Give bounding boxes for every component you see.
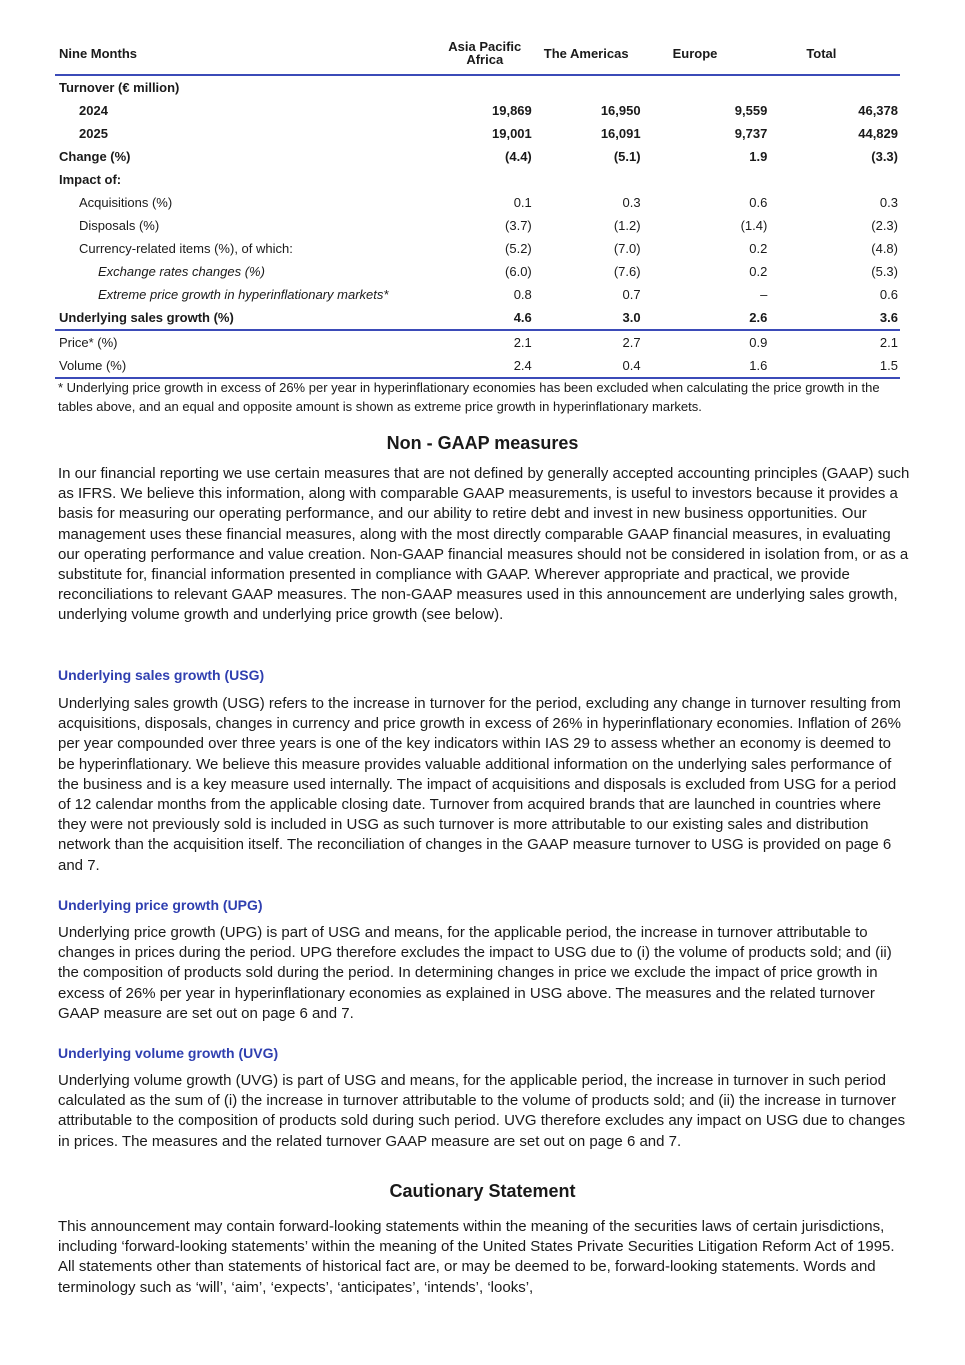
cell-value: (5.1)	[613, 149, 641, 164]
header-asia-pacific-africa: Asia Pacific Africa	[448, 39, 522, 67]
cell-value: 2.1	[513, 335, 532, 350]
cell-value: (6.0)	[505, 264, 532, 279]
table-row	[55, 145, 900, 168]
cell-value: 0.1	[513, 195, 532, 210]
section-title-non-gaap: Non - GAAP measures	[386, 433, 579, 453]
row-label: 2024	[79, 103, 108, 118]
cell-value: 0.2	[749, 264, 768, 279]
cell-value: 16,950	[600, 103, 641, 118]
subheading-uvg: Underlying volume growth (UVG)	[58, 1045, 279, 1061]
cell-value: (3.3)	[871, 149, 898, 164]
cell-value: (5.2)	[505, 241, 532, 256]
header-the-americas: The Americas	[543, 45, 629, 61]
regional-turnover-table	[55, 36, 900, 379]
row-label: Impact of:	[59, 172, 122, 187]
usg-paragraph: Underlying sales growth (USG) refers to the increase in turnover for the period, excluding any change in turnover resulting from acquisitions, disposals, changes in currency and price growth in excess of 26% in hyperinflationary economies. Inflation of 26% per year compounded over three years is one of the key indicators within IAS 29 to assess whether an economy is deemed to be hyperinflationary. We believe this measure provides valuable additional information on the underlying sales performance of the business and is a key measure used internally. The impact of acquisitions and disposals is excluded from USG for a period of 12 calendar months from the applicable closing date. Turnover from acquired brands that are launched in countries where they were not previously sold is included in USG as such turnover is more attributable to our existing sales and distribution network than the acquisition itself. The reconciliation of changes in the GAAP measure turnover to USG is provided on page 6 and 7.	[58, 695, 901, 874]
cell-value: 0.9	[749, 335, 768, 350]
cell-value: 1.9	[749, 149, 768, 164]
cell-value: (5.3)	[871, 264, 898, 279]
subheading-usg: Underlying sales growth (USG)	[58, 667, 265, 683]
table-row	[55, 330, 900, 354]
table-row	[55, 214, 900, 237]
row-label: Extreme price growth in hyperinflationary markets*	[98, 287, 389, 302]
table-row	[55, 122, 900, 145]
cell-value: (3.7)	[505, 218, 532, 233]
table-row	[55, 283, 900, 306]
table-footnote: * Underlying price growth in excess of 26% per year in hyperinflationary economies has been excluded when calculating the price growth in the tables above, and an equal and opposite amount is shown as extreme price growth in hyperinflationary markets.	[58, 380, 880, 414]
table-row	[55, 237, 900, 260]
cell-value: 0.8	[513, 287, 532, 302]
row-label: Volume (%)	[59, 358, 127, 373]
table-row	[55, 75, 900, 99]
cell-value: (1.4)	[740, 218, 768, 233]
cell-value: 4.6	[513, 310, 532, 325]
uvg-paragraph: Underlying volume growth (UVG) is part of USG and means, for the applicable period, the increase in turnover in such period calculated as the sum of (i) the increase in turnover attributable to the volume of products sold; and (ii) the increase in turnover attributable to the composition of products sold during such period. UVG therefore excludes any impact on USG due to changes in prices. The measures and the related turnover GAAP measure are set out on page 6 and 7.	[58, 1072, 906, 1150]
row-label: 2025	[79, 126, 108, 141]
cell-value: 46,378	[858, 103, 898, 118]
row-label: Change (%)	[59, 149, 131, 164]
cell-value: 2.7	[622, 335, 641, 350]
table-row	[55, 168, 900, 191]
table-row	[55, 191, 900, 214]
cell-value: 0.2	[749, 241, 768, 256]
cell-value: (2.3)	[871, 218, 898, 233]
row-label: Exchange rates changes (%)	[98, 264, 265, 279]
table-row	[55, 99, 900, 122]
non-gaap-intro-paragraph: In our financial reporting we use certain measures that are not defined by generally accepted accounting principles (GAAP) such as IFRS. We believe this information, along with comparable GAAP measurements, is useful to investors because it provides a basis for measuring our operating performance, and our ability to retire debt and invest in new business opportunities. Our management uses these financial measures, along with the most directly comparable GAAP financial measures, in evaluating our operating performance and value creation. Non-GAAP financial measures should not be considered in isolation from, or as a substitute for, financial information presented in compliance with GAAP. Wherever appropriate and practical, we provide reconciliations to relevant GAAP measures. The non-GAAP measures used in this announcement are underlying sales growth, underlying volume growth and underlying price growth (see below).	[58, 465, 910, 624]
cell-value: 3.0	[622, 310, 641, 325]
cell-value: (1.2)	[613, 218, 641, 233]
cell-value: 9,737	[734, 126, 768, 141]
cell-value: –	[760, 287, 768, 302]
cell-value: 19,001	[492, 126, 532, 141]
table-row	[55, 260, 900, 283]
table-header-row	[55, 36, 900, 75]
cell-value: (7.6)	[613, 264, 641, 279]
cell-value: 3.6	[879, 310, 898, 325]
row-label: Disposals (%)	[79, 218, 160, 233]
row-label: Currency-related items (%), of which:	[79, 241, 293, 256]
cell-value: 19,869	[492, 103, 532, 118]
cell-value: 0.4	[622, 358, 641, 373]
cell-value: 0.3	[879, 195, 898, 210]
row-label: Price* (%)	[59, 335, 118, 350]
table-row	[55, 306, 900, 330]
header-europe: Europe	[672, 45, 718, 61]
subheading-upg: Underlying price growth (UPG)	[58, 897, 263, 913]
cautionary-paragraph: This announcement may contain forward-looking statements within the meaning of the securities laws of certain jurisdictions, including ‘forward-looking statements’ within the meaning of the United States Private Securities Litigation Reform Act of 1995. All statements other than statements of historical fact are, or may be deemed to be, forward-looking statements. Words and terminology such as ‘will’, ‘aim’, ‘expects’, ‘anticipates’, ‘intends’, ‘looks’,	[58, 1218, 895, 1296]
row-label: Acquisitions (%)	[79, 195, 173, 210]
cell-value: (7.0)	[613, 241, 641, 256]
cell-value: 44,829	[858, 126, 898, 141]
section-title-cautionary: Cautionary Statement	[389, 1181, 576, 1201]
cell-value: 0.6	[749, 195, 768, 210]
row-label: Underlying sales growth (%)	[59, 310, 234, 325]
cell-value: 0.6	[879, 287, 898, 302]
cell-value: 16,091	[600, 126, 641, 141]
upg-paragraph: Underlying price growth (UPG) is part of USG and means, for the applicable period, the increase in turnover attributable to changes in prices during the period. UPG therefore excludes the impact to USG due to (i) the volume of products sold; and (ii) the composition of products sold during the period. In determining changes in price we exclude the impact of price growth in excess of 26% per year in hyperinflationary economies as explained in USG above. The measures and the related turnover GAAP measure are set out on page 6 and 7.	[58, 924, 892, 1022]
header-total: Total	[806, 45, 837, 61]
cell-value: 1.5	[879, 358, 898, 373]
header-nine-months: Nine Months	[59, 45, 137, 61]
cell-value: 0.3	[622, 195, 641, 210]
row-label: Turnover (€ million)	[59, 80, 180, 95]
cell-value: 9,559	[734, 103, 768, 118]
table-row	[55, 354, 900, 378]
cell-value: 2.6	[749, 310, 768, 325]
cell-value: 2.1	[879, 335, 898, 350]
cell-value: 1.6	[749, 358, 768, 373]
cell-value: (4.8)	[871, 241, 898, 256]
cell-value: 0.7	[622, 287, 641, 302]
cell-value: 2.4	[513, 358, 532, 373]
cell-value: (4.4)	[505, 149, 532, 164]
